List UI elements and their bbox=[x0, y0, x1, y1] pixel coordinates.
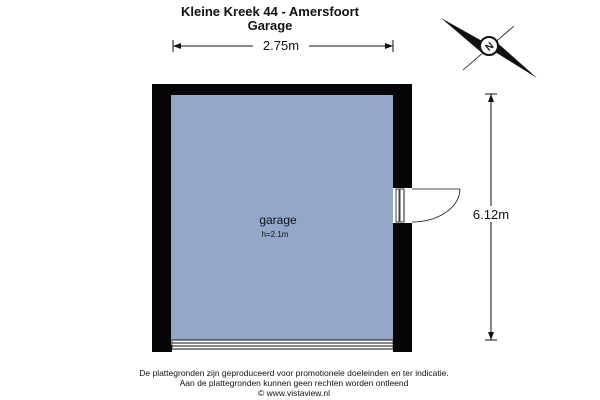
north-arrow-icon bbox=[441, 18, 537, 78]
disclaimer-line-1: De plattegronden zijn geproduceerd voor promotionele doeleinden en ter indicatie. bbox=[139, 368, 449, 378]
side-door bbox=[393, 188, 460, 223]
plan-title-floor: Garage bbox=[247, 18, 293, 33]
room-name: garage bbox=[259, 213, 297, 227]
disclaimer-line-2: Aan de plattegronden kunnen geen rechten worden ontleend bbox=[179, 378, 409, 388]
copyright-line: © www.vistaview.nl bbox=[258, 388, 330, 398]
north-letter: N bbox=[483, 40, 497, 54]
length-dimension bbox=[466, 94, 518, 340]
width-label: 2.75m bbox=[262, 38, 300, 53]
length-label: 6.12m bbox=[472, 207, 510, 222]
room-height: h=2.1m bbox=[261, 230, 289, 239]
width-dimension bbox=[173, 38, 393, 53]
garage-door bbox=[172, 340, 393, 352]
plan-title-address: Kleine Kreek 44 - Amersfoort bbox=[181, 4, 359, 19]
